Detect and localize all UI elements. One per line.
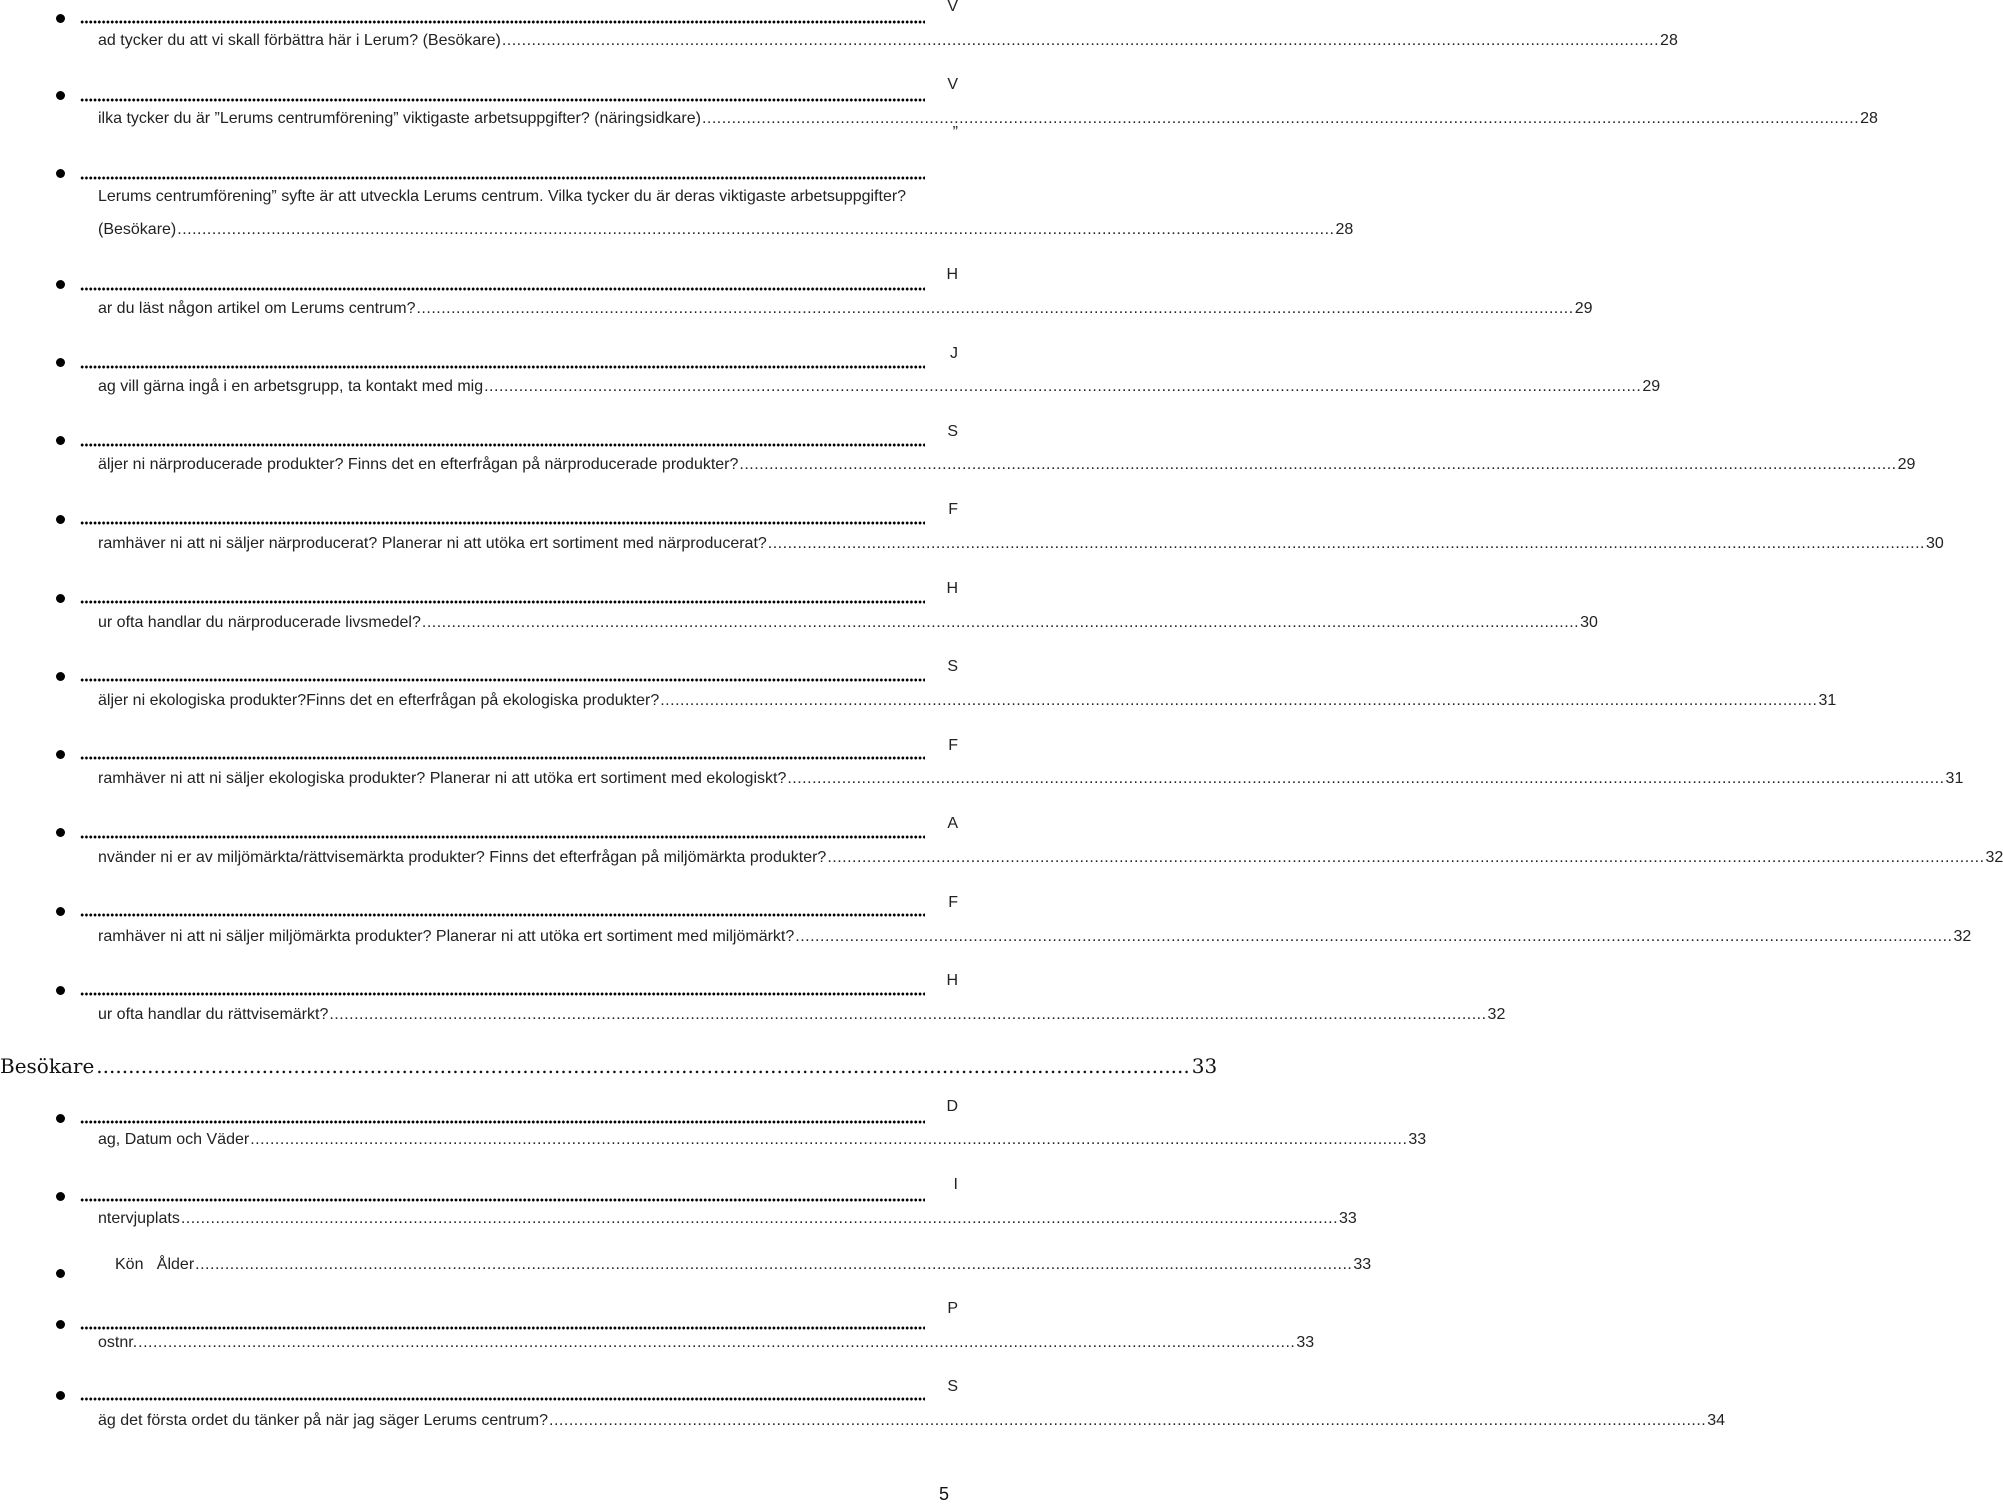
dotted-rule <box>80 98 925 102</box>
entry-text: ag, Datum och Väder <box>98 1131 250 1148</box>
dotted-rule <box>80 756 925 760</box>
entry-text: Lerums centrumförening” syfte är att utveckla Lerums centrum. Vilka tycker du är deras viktigaste arbetsuppgifter? <box>98 188 907 205</box>
bullet-icon <box>56 828 65 837</box>
dotted-rule <box>80 835 925 839</box>
entry-initial: H <box>946 580 958 597</box>
page-ref: 30 <box>1925 535 1944 552</box>
toc-line[interactable] <box>98 110 1878 128</box>
entry-initial: A <box>947 815 958 832</box>
entry-text: ramhäver ni att ni säljer miljömärkta produkter? Planerar ni att utöka ert sortiment med miljömärkt? <box>98 928 795 945</box>
toc-line[interactable] <box>98 1210 1357 1228</box>
dot-leader <box>739 456 1896 474</box>
entry-initial: F <box>948 501 958 518</box>
entry-text: Kön Ålder <box>115 1256 195 1273</box>
dotted-rule <box>80 1326 925 1330</box>
page-ref: 33 <box>1408 1131 1427 1148</box>
section-page-ref: 33 <box>1191 1054 1218 1078</box>
page-ref: 32 <box>1953 928 1972 945</box>
dot-leader <box>181 1210 1338 1228</box>
bullet-icon <box>56 1269 65 1278</box>
dotted-rule <box>80 287 925 291</box>
page-ref: 32 <box>1487 1006 1506 1023</box>
entry-text-second: Finns det en efterfrågan på ekologiska produkter? <box>306 692 660 709</box>
bullet-icon <box>56 907 65 916</box>
page-ref: 28 <box>1860 110 1878 127</box>
dot-leader <box>484 378 1641 396</box>
dot-leader <box>177 221 1334 239</box>
toc-line[interactable] <box>98 1412 1726 1430</box>
bullet-icon <box>56 280 65 289</box>
bullet-icon <box>56 1391 65 1400</box>
page-ref: 29 <box>1574 300 1593 317</box>
entry-text: ntervjuplats <box>98 1210 180 1227</box>
bullet-icon <box>56 169 65 178</box>
dotted-rule <box>80 600 925 604</box>
entry-text: ramhäver ni att ni säljer ekologiska produkter? Planerar ni att utöka ert sortiment med ekologiskt? <box>98 770 787 787</box>
bullet-icon <box>56 14 65 23</box>
toc-line[interactable] <box>98 1006 1506 1024</box>
toc-line[interactable] <box>98 535 1944 553</box>
page-ref: 28 <box>1335 221 1354 238</box>
page-ref: 32 <box>1985 849 2003 866</box>
toc-line[interactable] <box>98 300 1593 318</box>
bullet-icon <box>56 1114 65 1123</box>
toc-line-first[interactable] <box>98 188 949 206</box>
page-ref: 31 <box>1818 692 1837 709</box>
dotted-rule <box>80 521 925 525</box>
entry-initial: S <box>947 658 958 675</box>
page-ref: 33 <box>1339 1210 1357 1227</box>
page-ref: 28 <box>1660 32 1678 49</box>
dotted-rule <box>80 1397 925 1401</box>
dot-leader <box>549 1412 1706 1430</box>
entry-initial: H <box>946 972 958 989</box>
section-title: Besökare <box>0 1054 95 1078</box>
dot-leader <box>502 32 1659 50</box>
dot-leader <box>138 1334 1295 1352</box>
dot-leader <box>768 535 1925 553</box>
dot-leader <box>787 770 1944 788</box>
toc-line[interactable] <box>98 614 1598 632</box>
toc-line[interactable] <box>98 221 1354 239</box>
bullet-icon <box>56 1192 65 1201</box>
dot-leader <box>702 110 1859 128</box>
dot-leader <box>96 1054 1189 1078</box>
page-ref: 31 <box>1945 770 1964 787</box>
toc-line[interactable] <box>98 770 1964 788</box>
entry-initial: S <box>947 423 958 440</box>
dotted-rule <box>80 20 925 24</box>
page-ref: 33 <box>1296 1334 1315 1351</box>
dotted-rule <box>80 913 925 917</box>
dotted-rule <box>80 1198 925 1202</box>
toc-line[interactable] <box>98 32 1678 50</box>
entry-text: ilka tycker du är ”Lerums centrumförening” viktigaste arbetsuppgifter? (näringsidkare) <box>98 110 701 127</box>
page-ref: 30 <box>1580 614 1598 631</box>
dot-leader <box>422 614 1579 632</box>
entry-text-continued: (Besökare) <box>98 221 177 238</box>
page-number: 5 <box>938 1484 949 1504</box>
bullet-icon <box>56 515 65 524</box>
toc-line[interactable] <box>98 1334 1315 1352</box>
entry-initial: V <box>947 76 958 93</box>
dot-leader <box>416 300 1573 318</box>
entry-initial: D <box>946 1098 958 1115</box>
dot-leader <box>795 928 1952 946</box>
toc-line[interactable] <box>98 692 1837 710</box>
page-ref: 29 <box>1642 378 1661 395</box>
bullet-icon <box>56 436 65 445</box>
entry-initial: V <box>947 0 958 15</box>
toc-line[interactable] <box>98 456 1916 474</box>
dotted-rule <box>80 443 925 447</box>
entry-text: ramhäver ni att ni säljer närproducerat? Planerar ni att utöka ert sortiment med närproducerat? <box>98 535 767 552</box>
bullet-icon <box>56 594 65 603</box>
entry-initial: P <box>947 1300 958 1317</box>
dotted-rule <box>80 992 925 996</box>
page-ref: 33 <box>1353 1256 1372 1273</box>
entry-initial: J <box>950 345 958 362</box>
entry-initial: ” <box>952 124 958 141</box>
dot-leader <box>195 1256 1352 1274</box>
toc-line[interactable] <box>98 1131 1427 1149</box>
bullet-icon <box>56 1320 65 1329</box>
entry-text: äljer ni närproducerade produkter? Finns det en efterfrågan på närproducerade produkter? <box>98 456 739 473</box>
entry-initial: S <box>947 1378 958 1395</box>
entry-initial: F <box>948 894 958 911</box>
dot-leader <box>329 1006 1486 1024</box>
entry-text: ag vill gärna ingå i en arbetsgrupp, ta kontakt med mig <box>98 378 484 395</box>
dotted-rule <box>80 1120 925 1124</box>
entry-text: ur ofta handlar du rättvisemärkt? <box>98 1006 329 1023</box>
toc-line[interactable] <box>98 928 1972 946</box>
entry-text: ostnr. <box>98 1334 138 1351</box>
toc-line[interactable] <box>98 849 2003 867</box>
dot-leader <box>827 849 1984 867</box>
entry-text: ad tycker du att vi skall förbättra här i Lerum? (Besökare) <box>98 32 501 49</box>
bullet-icon <box>56 672 65 681</box>
page-ref: 34 <box>1707 1412 1726 1429</box>
dot-leader <box>660 692 1817 710</box>
bullet-icon <box>56 750 65 759</box>
toc-section-heading[interactable] <box>0 1054 1218 1078</box>
bullet-icon <box>56 91 65 100</box>
dot-leader <box>250 1131 1407 1149</box>
page-ref: 29 <box>1897 456 1916 473</box>
bullet-icon <box>56 986 65 995</box>
dotted-rule <box>80 365 925 369</box>
entry-text: nvänder ni er av miljömärkta/rättvisemärkta produkter? Finns det efterfrågan på miljömärkta produkter? <box>98 849 827 866</box>
toc-line[interactable] <box>115 1256 1372 1274</box>
entry-initial: F <box>948 737 958 754</box>
entry-text: äljer ni ekologiska produkter? <box>98 692 307 709</box>
entry-initial: H <box>946 266 958 283</box>
bullet-icon <box>56 358 65 367</box>
entry-initial: I <box>953 1176 958 1193</box>
entry-text: ur ofta handlar du närproducerade livsmedel? <box>98 614 421 631</box>
dotted-rule <box>80 678 925 682</box>
toc-line[interactable] <box>98 378 1661 396</box>
entry-text: ar du läst någon artikel om Lerums centrum? <box>98 300 416 317</box>
dotted-rule <box>80 176 925 180</box>
entry-text: äg det första ordet du tänker på när jag säger Lerums centrum? <box>98 1412 549 1429</box>
